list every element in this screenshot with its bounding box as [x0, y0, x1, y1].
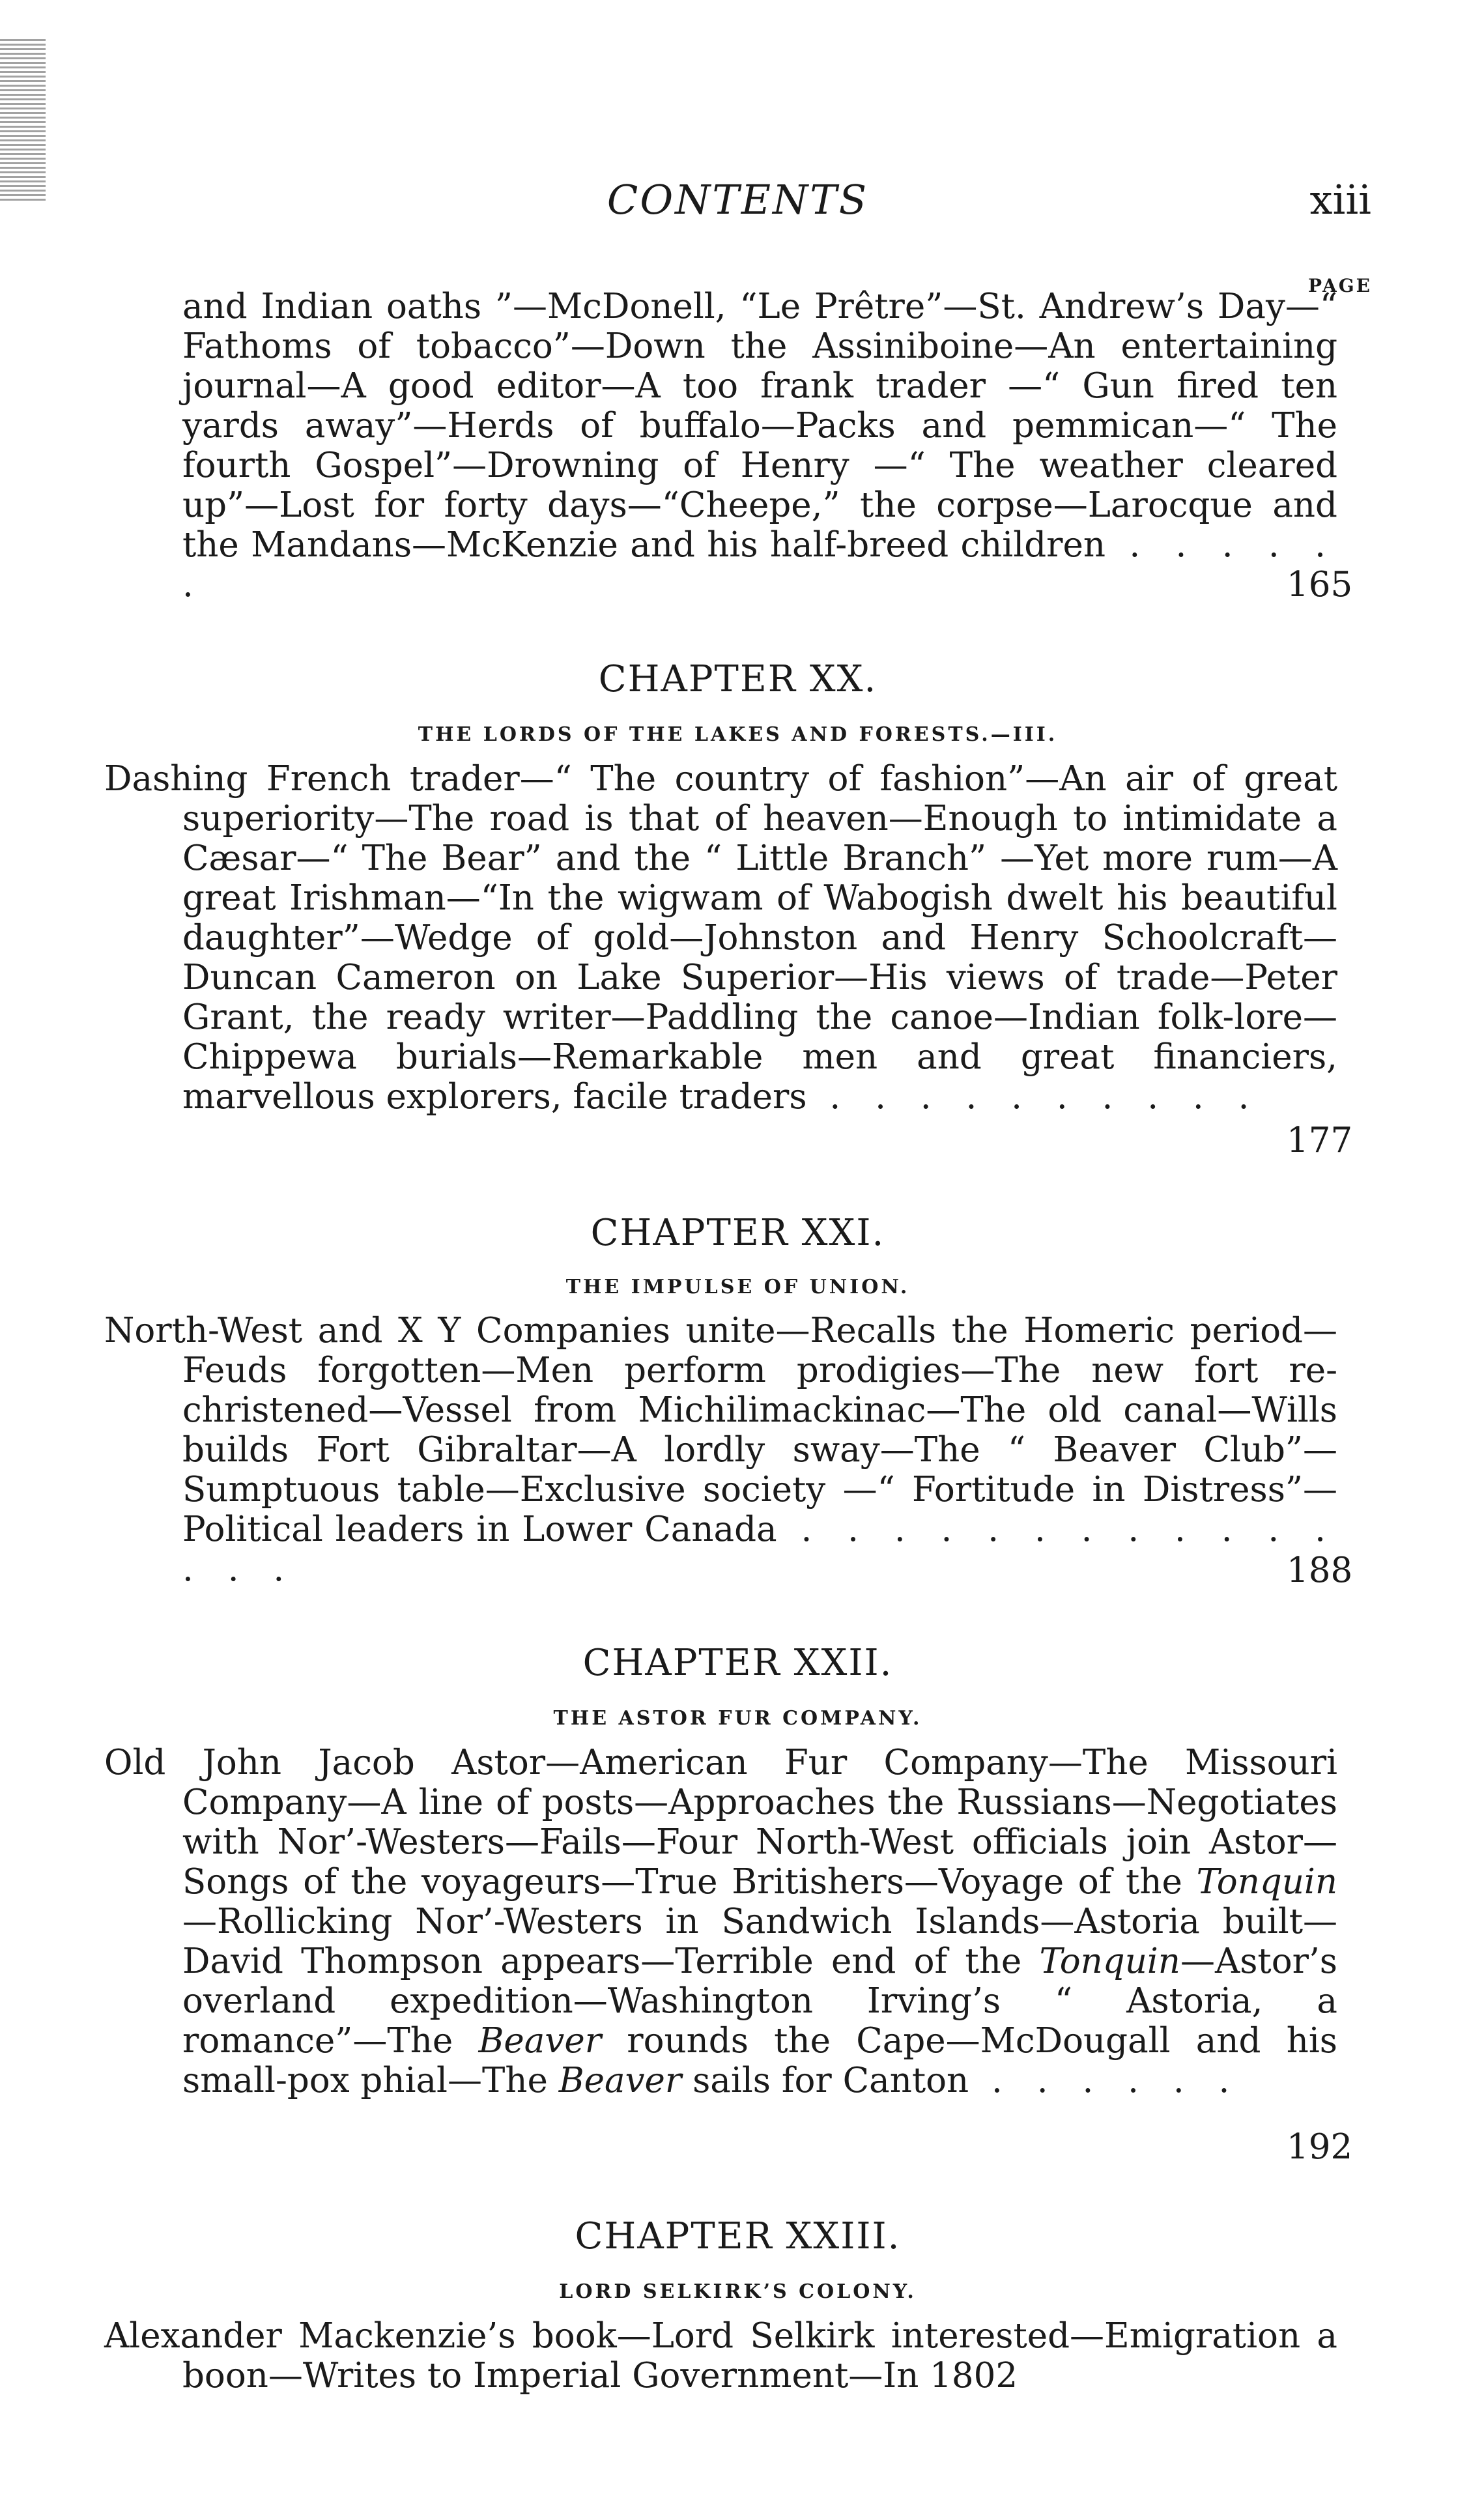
chapter-summary	[104, 1743, 1337, 2100]
chapter-summary	[104, 2316, 1337, 2396]
chapter-heading: CHAPTER XXI.	[590, 1212, 885, 1254]
page-number: 177	[1287, 1121, 1353, 1160]
page-column-label: PAGE	[1308, 275, 1372, 296]
page-title: CONTENTS	[606, 176, 869, 223]
chapter-heading: CHAPTER XXII.	[582, 1642, 893, 1684]
summary-text: —Astor’s overland expedition—Washington Irving’s “ Astoria, a romance”—The	[182, 1941, 1337, 2061]
chapter-subtitle: THE IMPULSE OF UNION.	[565, 1276, 910, 1298]
chapter-subtitle: LORD SELKIRK’S COLONY.	[559, 2280, 917, 2303]
ship-name: Beaver	[478, 2021, 602, 2061]
leader-dots: . . . . . . . . . . . . . . .	[182, 1510, 1337, 1589]
summary-text: Alexander Mackenzie’s book—Lord Selkirk interested—Emigration a boon—Writes to Imperial Government—In 1802	[104, 2316, 1337, 2396]
chapter-heading: CHAPTER XXIII.	[575, 2215, 901, 2257]
leader-dots: . . . . . . . . . .	[806, 1077, 1261, 1117]
chapter-summary	[104, 759, 1337, 1117]
page-number: 165	[1287, 565, 1353, 605]
running-header	[104, 176, 1371, 235]
summary-text: rounds the Cape—McDougall and his small-pox phial—The	[182, 2021, 1337, 2100]
scan-edge-mark	[0, 39, 46, 202]
leader-dots: . . . . . .	[182, 525, 1337, 605]
summary-text: and Indian oaths ”—McDonell, “Le Prêtre”—St. Andrew’s Day—“ Fathoms of tobacco”—Down the Assiniboine—An entertaining journal—A good editor—A too frank trader —“ Gun fired ten yards away”—Herds of buffalo—Packs and pemmican—“ The fourth Gospel”—Drowning of Henry —“ The weather cleared up”—Lost for forty days—“Cheepe,” the corpse—Larocque and the Mandans—McKenzie and his half-breed children	[182, 287, 1337, 565]
summary-text: North-West and X Y Companies unite—Recalls the Homeric period—Feuds forgotten—Men perform prodigies—The new fort re-christened—Vessel from Michilimackinac—The old canal—Wills builds Fort Gibraltar—A lordly sway—The “ Beaver Club”—Sumptuous table—Exclusive society —“ Fortitude in Distress”—Political leaders in Lower Canada	[104, 1311, 1337, 1549]
chapter-summary	[104, 1311, 1337, 1589]
summary-text: —Rollicking Nor’-Westers in Sandwich Islands—Astoria built—David Thompson appears—Terrible end of the	[182, 1902, 1337, 1981]
page-numeral: xiii	[1309, 176, 1371, 223]
chapter-subtitle: THE ASTOR FUR COMPANY.	[553, 1707, 922, 1730]
ship-name: Tonquin	[1039, 1941, 1180, 1981]
ship-name: Beaver	[558, 2061, 682, 2100]
leader-dots: . . . . . .	[969, 2061, 1242, 2100]
chapter-subtitle: THE LORDS OF THE LAKES AND FORESTS.—III.	[418, 723, 1058, 746]
chapter-heading: CHAPTER XX.	[598, 658, 878, 700]
page-number: 192	[1287, 2127, 1353, 2167]
ship-name: Tonquin	[1196, 1862, 1337, 1902]
summary-text: sails for Canton	[681, 2061, 969, 2100]
summary-text: Old John Jacob Astor—American Fur Company—The Missouri Company—A line of posts—Approaches the Russians—Negotiates with Nor’-Westers—Fails—Four North-West officials join Astor—Songs of the voyageurs—True Britishers—Voyage of the	[104, 1743, 1337, 1902]
continuation-summary	[104, 287, 1337, 605]
summary-text: Dashing French trader—“ The country of fashion”—An air of great superiority—The road is that of heaven—Enough to intimidate a Cæsar—“ The Bear” and the “ Little Branch” —Yet more rum—A great Irishman—“In the wigwam of Wabogish dwelt his beautiful daughter”—Wedge of gold—Johnston and Henry Schoolcraft—Duncan Cameron on Lake Superior—His views of trade—Peter Grant, the ready writer—Paddling the canoe—Indian folk-lore—Chippewa burials—Remarkable men and great financiers, marvellous explorers, facile traders	[104, 759, 1337, 1117]
page-number: 188	[1287, 1551, 1353, 1590]
